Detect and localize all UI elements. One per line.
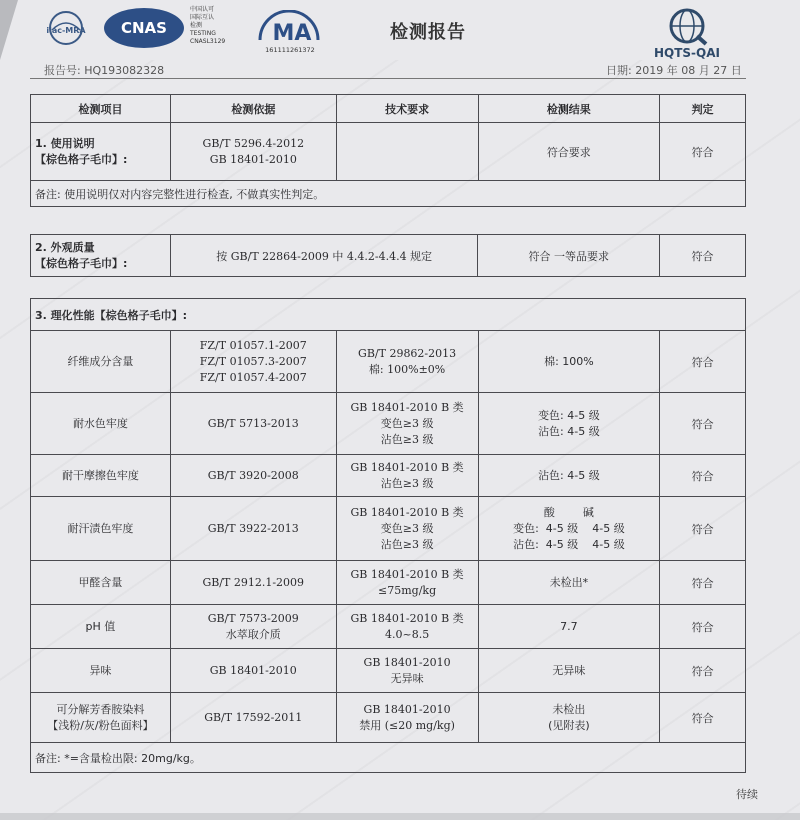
basis-line: GB/T 7573-2009 (207, 611, 299, 625)
verdict-cell: 符合 (660, 605, 746, 649)
result-cell (478, 605, 660, 649)
result-line: 变色: 4-5 级 4-5 级 (513, 521, 625, 535)
basis-cell (170, 561, 336, 605)
table-row (31, 455, 746, 497)
table-usage-instructions (30, 94, 746, 207)
basis-line: GB/T 3920-2008 (207, 468, 299, 482)
requirement-line: 变色≥3 级 (380, 521, 434, 535)
requirement-cell (336, 693, 478, 743)
result-line: 未检出* (549, 575, 589, 589)
item-line: 可分解芳香胺染料 (56, 702, 145, 716)
result-line: 酸 碱 (543, 505, 594, 519)
item-cell (31, 393, 171, 455)
requirement-cell (336, 561, 478, 605)
requirement-cell (336, 455, 478, 497)
page-corner-shadow (0, 0, 18, 60)
header-requirement: 技术要求 (336, 95, 478, 123)
requirement-line: GB 18401-2010 B 类 (350, 400, 464, 414)
hqts-text: HQTS-QAI (653, 46, 720, 60)
basis-line: GB/T 5296.4-2012 (202, 136, 305, 150)
note-row (31, 181, 746, 207)
item-cell (31, 561, 171, 605)
requirement-line: 沾色≥3 级 (380, 432, 434, 446)
testing-line: 国际互认 (190, 14, 215, 21)
header-item: 检测项目 (31, 95, 171, 123)
testing-line: 检测 (190, 22, 203, 29)
item-cell (31, 605, 171, 649)
basis-line: FZ/T 01057.1-2007 (199, 338, 307, 352)
table-appearance-quality (30, 234, 746, 277)
result-line: 沾色: 4-5 级 (538, 424, 600, 438)
basis-line: GB/T 3922-2013 (207, 521, 299, 535)
hqts-globe-icon (632, 6, 742, 48)
item-line: 1. 使用说明 (35, 136, 95, 150)
result-line: (见附表) (548, 718, 590, 732)
requirement-line: GB 18401-2010 B 类 (350, 567, 464, 581)
item-cell (31, 497, 171, 561)
note-cell: 备注: 使用说明仅对内容完整性进行检查, 不做真实性判定。 (31, 181, 746, 207)
requirement-cell (336, 497, 478, 561)
requirement-cell (336, 605, 478, 649)
header-result: 检测结果 (478, 95, 660, 123)
result-cell (478, 331, 660, 393)
report-date (606, 62, 742, 78)
item-cell (31, 331, 171, 393)
table-row (31, 123, 746, 181)
basis-line: FZ/T 01057.3-2007 (199, 354, 307, 368)
basis-line: 水萃取介质 (225, 627, 281, 641)
item-cell (31, 235, 171, 277)
requirement-line: 无异味 (390, 671, 424, 685)
table-row (31, 605, 746, 649)
table-row (31, 331, 746, 393)
item-line: 【棕色格子毛巾】: (35, 256, 128, 270)
requirement-cell (336, 649, 478, 693)
verdict-cell: 符合 (660, 455, 746, 497)
result-line: 沾色: 4-5 级 (538, 468, 600, 482)
table-header-row (31, 95, 746, 123)
section-title-row (31, 299, 746, 331)
verdict-cell: 符合 (660, 693, 746, 743)
cnas-logo (102, 6, 186, 52)
basis-line: FZ/T 01057.4-2007 (199, 370, 307, 384)
verdict-cell: 符合 (660, 331, 746, 393)
header-verdict: 判定 (660, 95, 746, 123)
continued-label: 待续 (736, 788, 758, 801)
testing-line: 中国认可 (190, 6, 215, 13)
requirement-line: GB 18401-2010 (363, 655, 451, 669)
requirement-cell (336, 123, 478, 181)
item-line: 异味 (89, 663, 112, 677)
item-cell (31, 649, 171, 693)
cnas-text: CNAS (121, 19, 167, 37)
item-line: 【棕色格子毛巾】: (35, 152, 128, 166)
table-row (31, 693, 746, 743)
basis-cell (170, 649, 336, 693)
verdict-cell: 符合 (660, 123, 746, 181)
requirement-line: 变色≥3 级 (380, 416, 434, 430)
requirement-line: GB 18401-2010 B 类 (350, 505, 464, 519)
item-cell (31, 693, 171, 743)
cma-text: MA (272, 21, 312, 46)
basis-cell (170, 331, 336, 393)
basis-cell (170, 693, 336, 743)
item-line: 【浅粉/灰/粉色面料】 (47, 718, 154, 732)
requirement-line: 沾色≥3 级 (380, 537, 434, 551)
hqts-logo (632, 6, 742, 62)
requirement-line: 4.0~8.5 (384, 627, 430, 641)
requirement-cell (336, 331, 478, 393)
result-cell (478, 649, 660, 693)
requirement-line: 禁用 (≤20 mg/kg) (359, 718, 455, 732)
table-row (31, 561, 746, 605)
verdict-cell: 符合 (660, 235, 746, 277)
basis-cell (170, 605, 336, 649)
verdict-cell: 符合 (660, 649, 746, 693)
testing-line: TESTING (190, 30, 216, 37)
requirement-line: 沾色≥3 级 (380, 476, 434, 490)
result-line: 未检出 (552, 702, 586, 716)
table-row (31, 235, 746, 277)
item-line: pH 值 (85, 619, 116, 633)
note-row (31, 743, 746, 773)
date-label: 日期: (606, 64, 632, 77)
item-line: 甲醛含量 (78, 575, 123, 589)
report-no-value: HQ193082328 (84, 64, 165, 77)
table-row (31, 497, 746, 561)
basis-line: GB/T 2912.1-2009 (202, 575, 305, 589)
result-line: 无异味 (552, 663, 586, 677)
verdict-cell: 符合 (660, 393, 746, 455)
testing-accreditation-text (190, 6, 248, 56)
requirement-line: ≤75mg/kg (378, 583, 437, 597)
cma-mark (254, 10, 324, 46)
ilac-mra-logo (40, 10, 92, 50)
requirement-line: GB/T 29862-2013 (358, 346, 457, 360)
verdict-cell: 符合 (660, 561, 746, 605)
result-cell: 符合 一等品要求 (478, 235, 660, 277)
basis-cell (170, 455, 336, 497)
basis-cell (170, 123, 336, 181)
requirement-line: GB 18401-2010 B 类 (350, 460, 464, 474)
table-row (31, 649, 746, 693)
item-line: 耐水色牢度 (72, 416, 128, 430)
requirement-line: 棉: 100%±0% (368, 362, 446, 376)
date-value: 2019 年 08 月 27 日 (635, 64, 742, 77)
result-cell (478, 693, 660, 743)
item-cell (31, 455, 171, 497)
table-row (31, 393, 746, 455)
basis-cell (170, 497, 336, 561)
header-basis: 检测依据 (170, 95, 336, 123)
verdict-cell: 符合 (660, 497, 746, 561)
basis-line: GB/T 5713-2013 (207, 416, 299, 430)
requirement-line: GB 18401-2010 (363, 702, 451, 716)
section-title: 3. 理化性能【棕色格子毛巾】: (31, 299, 746, 331)
item-line: 2. 外观质量 (35, 240, 95, 254)
result-line: 棉: 100% (544, 354, 594, 368)
header-divider (30, 78, 746, 79)
report-number (44, 62, 164, 78)
item-line: 纤维成分含量 (67, 354, 134, 368)
cma-number: 161111261372 (265, 46, 315, 54)
note-cell: 备注: *=含量检出限: 20mg/kg。 (31, 743, 746, 773)
testing-line: CNASL3129 (190, 38, 226, 45)
requirement-cell (336, 393, 478, 455)
basis-cell: 按 GB/T 22864-2009 中 4.4.2-4.4.4 规定 (170, 235, 478, 277)
result-cell (478, 497, 660, 561)
basis-cell (170, 393, 336, 455)
result-cell (478, 455, 660, 497)
basis-line: GB 18401-2010 (209, 663, 297, 677)
table-physical-chemical (30, 298, 746, 773)
result-line: 沾色: 4-5 级 4-5 级 (513, 537, 625, 551)
item-cell (31, 123, 171, 181)
ilac-text: ilac-MRA (46, 26, 86, 35)
requirement-line: GB 18401-2010 B 类 (350, 611, 464, 625)
basis-line: GB/T 17592-2011 (204, 710, 303, 724)
result-cell: 符合要求 (478, 123, 660, 181)
item-line: 耐干摩擦色牢度 (61, 468, 139, 482)
basis-line: GB 18401-2010 (209, 152, 297, 166)
report-no-label: 报告号: (44, 64, 81, 77)
result-cell (478, 393, 660, 455)
item-line: 耐汗渍色牢度 (67, 521, 134, 535)
result-line: 变色: 4-5 级 (538, 408, 600, 422)
report-title: 检测报告 (390, 22, 466, 43)
result-line: 7.7 (560, 619, 578, 633)
table-body (31, 331, 746, 743)
cma-logo (254, 10, 324, 56)
result-cell (478, 561, 660, 605)
